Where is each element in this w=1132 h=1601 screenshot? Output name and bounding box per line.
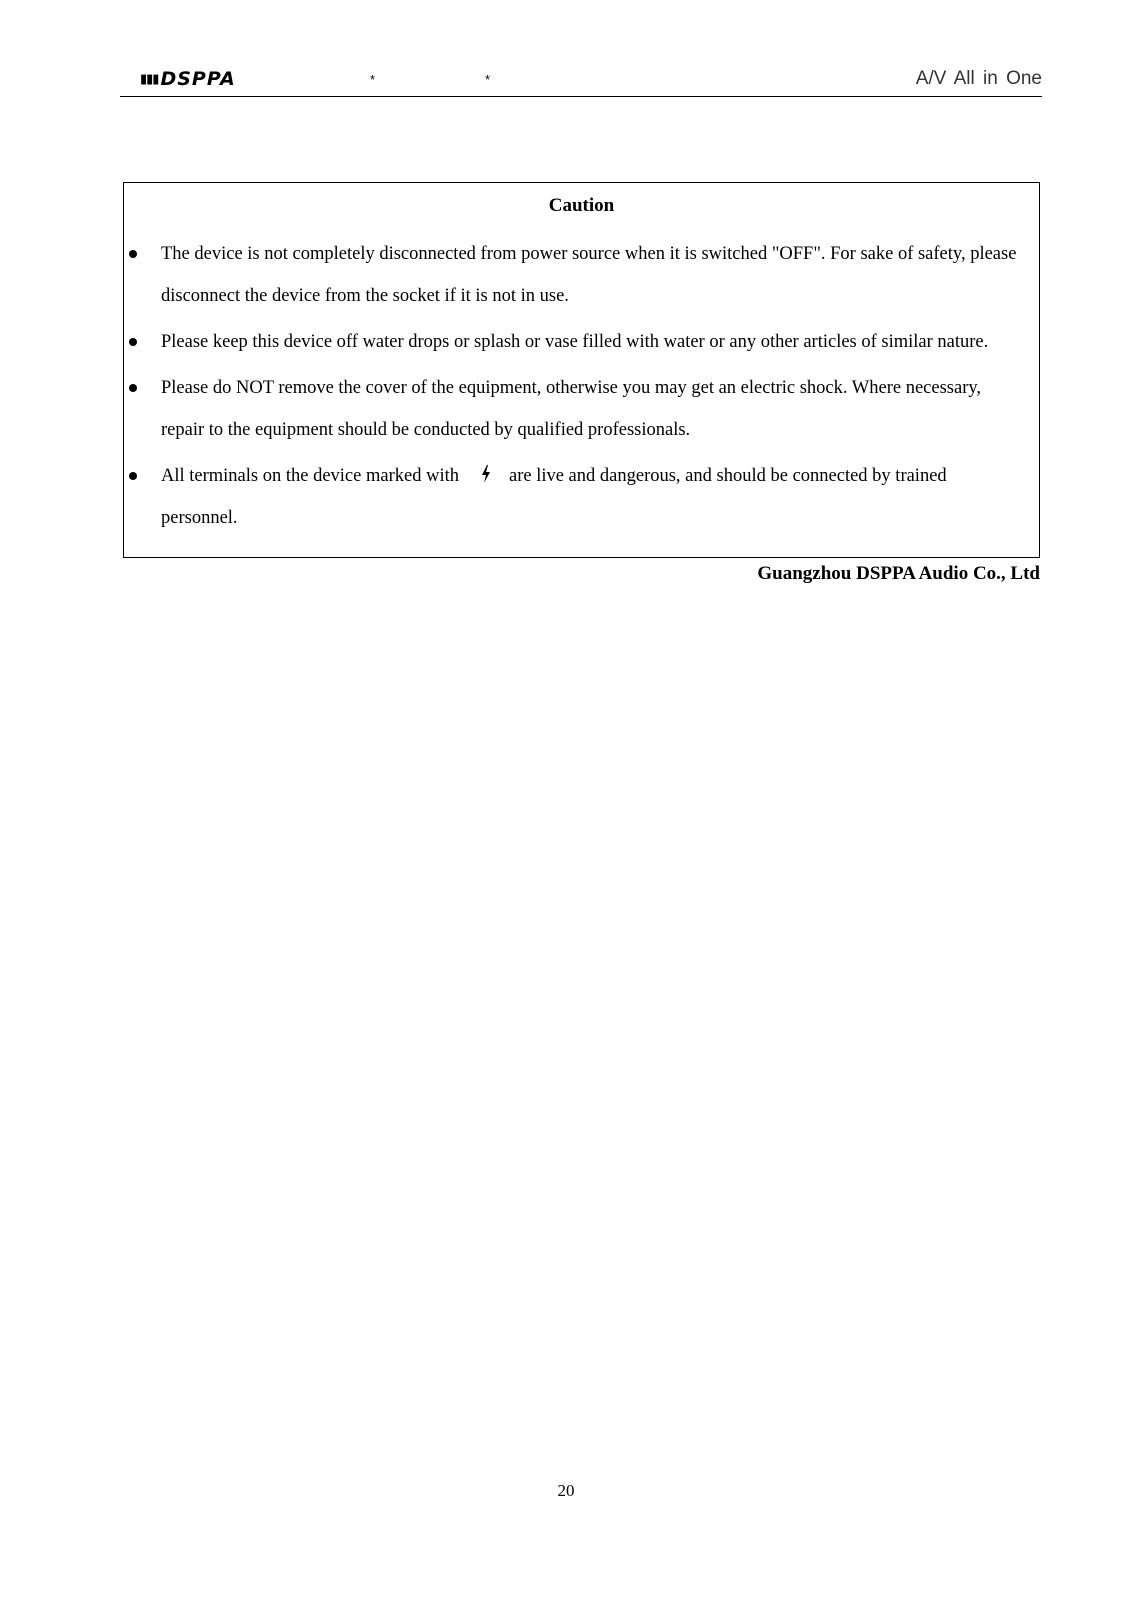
dsppa-logo [140, 68, 236, 90]
company-name: Guangzhou DSPPA Audio Co., Ltd [757, 563, 1040, 584]
product-title: A/V All in One [915, 68, 1042, 89]
logo-text: DSPPA [160, 68, 236, 90]
header-separator: * [370, 72, 376, 87]
page-number: 20 [557, 1481, 575, 1500]
logo-bars-icon: ▮▮▮ [140, 72, 159, 87]
page-header [120, 64, 1042, 97]
header-separator: * [485, 72, 491, 87]
caution-item-text: Please do NOT remove the cover of the equipment, otherwise you may get an electric shock. Where necessary, repair to the equipment should be conducted by qualified professionals. [161, 378, 982, 440]
caution-item [124, 321, 1024, 363]
caution-list [124, 233, 1024, 543]
bullet-icon [129, 250, 137, 258]
caution-item-text: All terminals on the device marked with [161, 466, 459, 486]
caution-item-text: Please keep this device off water drops or splash or vase filled with water or any other articles of similar nature. [161, 332, 989, 352]
bullet-icon [129, 338, 137, 346]
caution-box [123, 182, 1040, 558]
caution-item-text: are live and dangerous, and should be connected by trained personnel. [161, 466, 947, 528]
caution-item [124, 367, 1024, 451]
caution-item [124, 455, 1024, 539]
caution-title: Caution [548, 195, 615, 216]
electric-shock-icon [479, 465, 493, 483]
bullet-icon [129, 384, 137, 392]
bullet-icon [129, 472, 137, 480]
caution-item-text: The device is not completely disconnected from power source when it is switched "OFF". For sake of safety, please disconnect the device from the socket if it is not in use. [161, 244, 1017, 306]
caution-item [124, 233, 1024, 317]
